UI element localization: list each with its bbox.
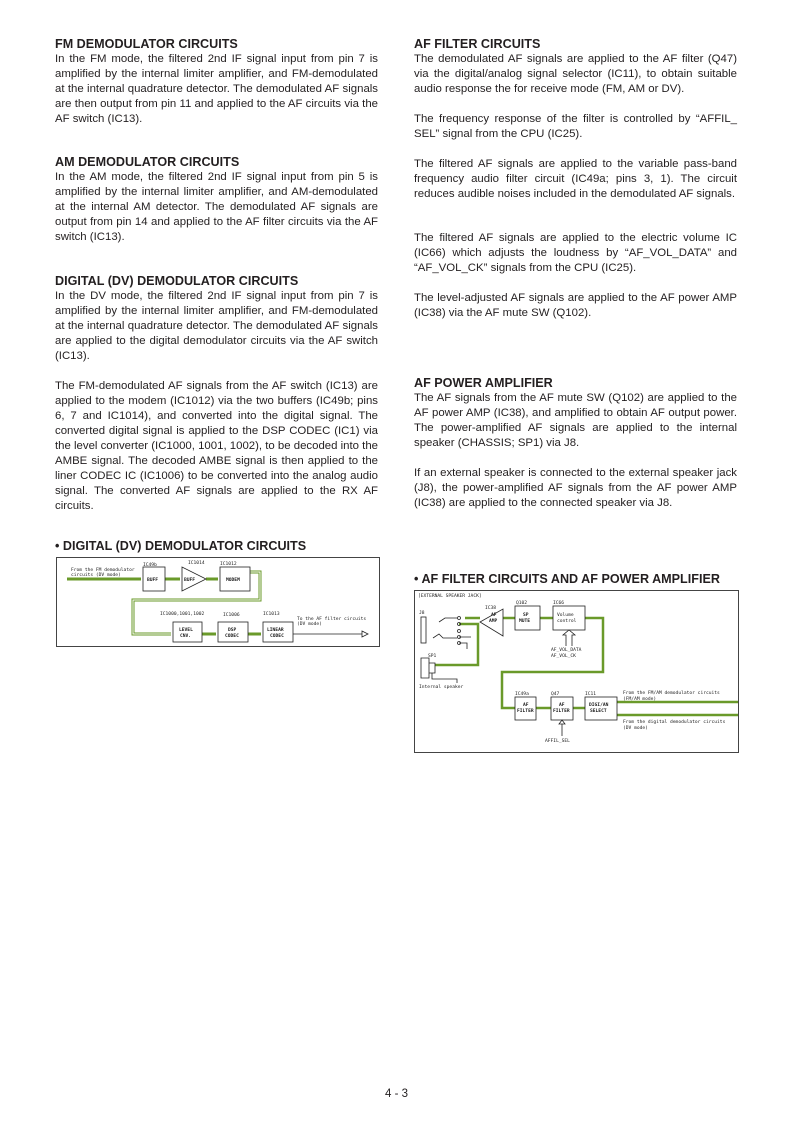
ic-label: IC1012 <box>220 562 237 567</box>
ic-label: Q47 <box>551 692 560 697</box>
block-label: CODEC <box>225 634 239 639</box>
output-label: (DV mode) <box>297 622 322 627</box>
ic-label: IC38 <box>485 606 497 611</box>
paragraph: In the DV mode, the filtered 2nd IF signal input from pin 7 is amplified by the internal limiter amplifier, and FM-demodulated at the internal quadrature detector. The demodulated AF signals are applied to the digital demodulator circuits via the AF switch (IC13). <box>55 290 378 362</box>
paragraph: The filtered AF signals are applied to the variable pass-band frequency audio filter circuit (IC49a; pins 3, 1). The circuit reduces audible noises included in the demodulated AF signals. <box>414 158 737 200</box>
ic-label: J8 <box>419 611 425 616</box>
signal-label: AF_VOL_DATA <box>551 648 582 653</box>
signal-label: AF_VOL_CK <box>551 654 576 659</box>
input-label: (FM/AM mode) <box>623 697 657 702</box>
af-power-amp-section <box>414 376 737 511</box>
ic-label: IC49b <box>143 563 157 568</box>
signal-label: AFFIL_SEL <box>545 739 570 744</box>
dv-demodulator-diagram <box>56 557 380 647</box>
ic-label: IC49a <box>515 692 529 697</box>
paragraph: The frequency response of the filter is controlled by “AFFIL_ SEL” signal from the CPU (IC25). <box>414 113 737 140</box>
paragraph: The level-adjusted AF signals are applied to the AF power AMP (IC38) via the AF mute SW (Q102). <box>414 292 737 319</box>
ic-label: SP1 <box>428 654 437 659</box>
input-label: From the FM/AM demodulator circuits <box>623 691 720 696</box>
section-heading: FM DEMODULATOR CIRCUITS <box>55 37 238 51</box>
input-label: circuits (DV mode) <box>71 573 121 578</box>
af-filter-power-amp-diagram <box>414 590 739 753</box>
block-label: CODEC <box>270 634 284 639</box>
block-label: CNV. <box>180 634 192 639</box>
block-label: BUFF <box>147 578 159 583</box>
paragraph: The FM-demodulated AF signals from the AF switch (IC13) are applied to the modem (IC1012) via the two buffers (IC49b; pins 6, 7 and IC1014), and converted into the digital signal. The converted digital signal is applied to the DSP CODEC (IC1) via the level converter (IC1000, 1001, 1002), to be decoded into the AMBE signal. The decoded AMBE signal is then applied to the liner CODEC IC (IC1006) to be converted into the analog audio signal. The converted AF signals are applied to the RX AF circuits. <box>55 380 378 512</box>
block-label: DIGI/AN <box>589 703 609 708</box>
fm-demodulator-section <box>55 37 378 127</box>
ic-label: IC1014 <box>188 561 205 566</box>
diagram-note: [EXTERNAL SPEAKER JACK] <box>418 594 482 599</box>
block-label: FILTER <box>517 709 534 714</box>
paragraph: The AF signals from the AF mute SW (Q102) are applied to the AF power AMP (IC38), and amplified to obtain AF output power. The power-amplified AF signals are applied to the internal speaker (CHASSIS; SP1) via J8. <box>414 392 737 449</box>
section-heading: AF FILTER CIRCUITS <box>414 37 541 51</box>
output-label: To the AF filter circuits <box>297 617 367 622</box>
block-label: SELECT <box>590 709 607 714</box>
block-label: LEVEL <box>179 628 193 633</box>
paragraph: In the AM mode, the filtered 2nd IF signal input from pin 5 is amplified by the internal limiter amplifier, and AM-demodulated at the internal AM detector. The demodulated AF signals are output from pin 14 and applied to the AF filter circuits via the AF switch (IC13). <box>55 171 378 243</box>
block-label: control <box>557 619 577 624</box>
speaker-label: Internal speaker <box>419 685 464 690</box>
section-heading: DIGITAL (DV) DEMODULATOR CIRCUITS <box>55 274 299 288</box>
ic-label: IC66 <box>553 601 565 606</box>
am-demodulator-section <box>55 155 378 245</box>
ic-label: IC11 <box>585 692 597 697</box>
input-label: From the FM demodulator <box>71 568 135 573</box>
diagram-title: • DIGITAL (DV) DEMODULATOR CIRCUITS <box>55 539 307 553</box>
block-label: MUTE <box>519 619 531 624</box>
ic-label: IC1000,1001,1002 <box>160 612 205 617</box>
paragraph: In the FM mode, the filtered 2nd IF signal input from pin 7 is amplified by the internal limiter amplifier, and FM-demodulated at the internal quadrature detector. The demodulated AF signals are then output from pin 11 and applied to the AF circuits via the AF switch (IC13). <box>55 53 378 125</box>
paragraph: The filtered AF signals are applied to the electric volume IC (IC66) which adjusts the loudness by “AF_VOL_DATA” and “AF_VOL_CK” signals from the CPU (IC25). <box>414 232 737 274</box>
ic-label: Q102 <box>516 601 528 606</box>
input-label: From the digital demodulator circuits <box>623 720 726 725</box>
block-label: FILTER <box>553 709 570 714</box>
block-label: MODEM <box>226 578 240 583</box>
block-label: AF <box>559 703 565 708</box>
ic-label: IC1013 <box>263 612 280 617</box>
block-label: LINEAR <box>267 628 284 633</box>
diagram-title: • AF FILTER CIRCUITS AND AF POWER AMPLIFIER <box>414 572 720 586</box>
block-label: AF <box>523 703 529 708</box>
block-label: DSP <box>228 628 237 633</box>
block-label: SP <box>523 613 529 618</box>
af-filter-section <box>414 37 737 321</box>
page-number: 4 - 3 <box>384 1088 408 1100</box>
block-label: AF <box>491 613 497 618</box>
paragraph: The demodulated AF signals are applied to the AF filter (Q47) via the digital/analog signal selector (IC11), to obtain suitable audio response the for receive mode (FM, AM or DV). <box>414 53 737 95</box>
paragraph: If an external speaker is connected to the external speaker jack (J8), the power-amplified AF signals from the AF power AMP (IC38) are applied to the connected speaker via J8. <box>414 467 737 509</box>
block-label: BUFF <box>184 578 196 583</box>
dv-demodulator-section <box>55 274 378 514</box>
block-label: Volume <box>557 613 574 618</box>
block-label: AMP <box>489 619 498 624</box>
input-label: (DV mode) <box>623 726 648 731</box>
section-heading: AM DEMODULATOR CIRCUITS <box>55 155 240 169</box>
section-heading: AF POWER AMPLIFIER <box>414 376 553 390</box>
ic-label: IC1006 <box>223 613 240 618</box>
